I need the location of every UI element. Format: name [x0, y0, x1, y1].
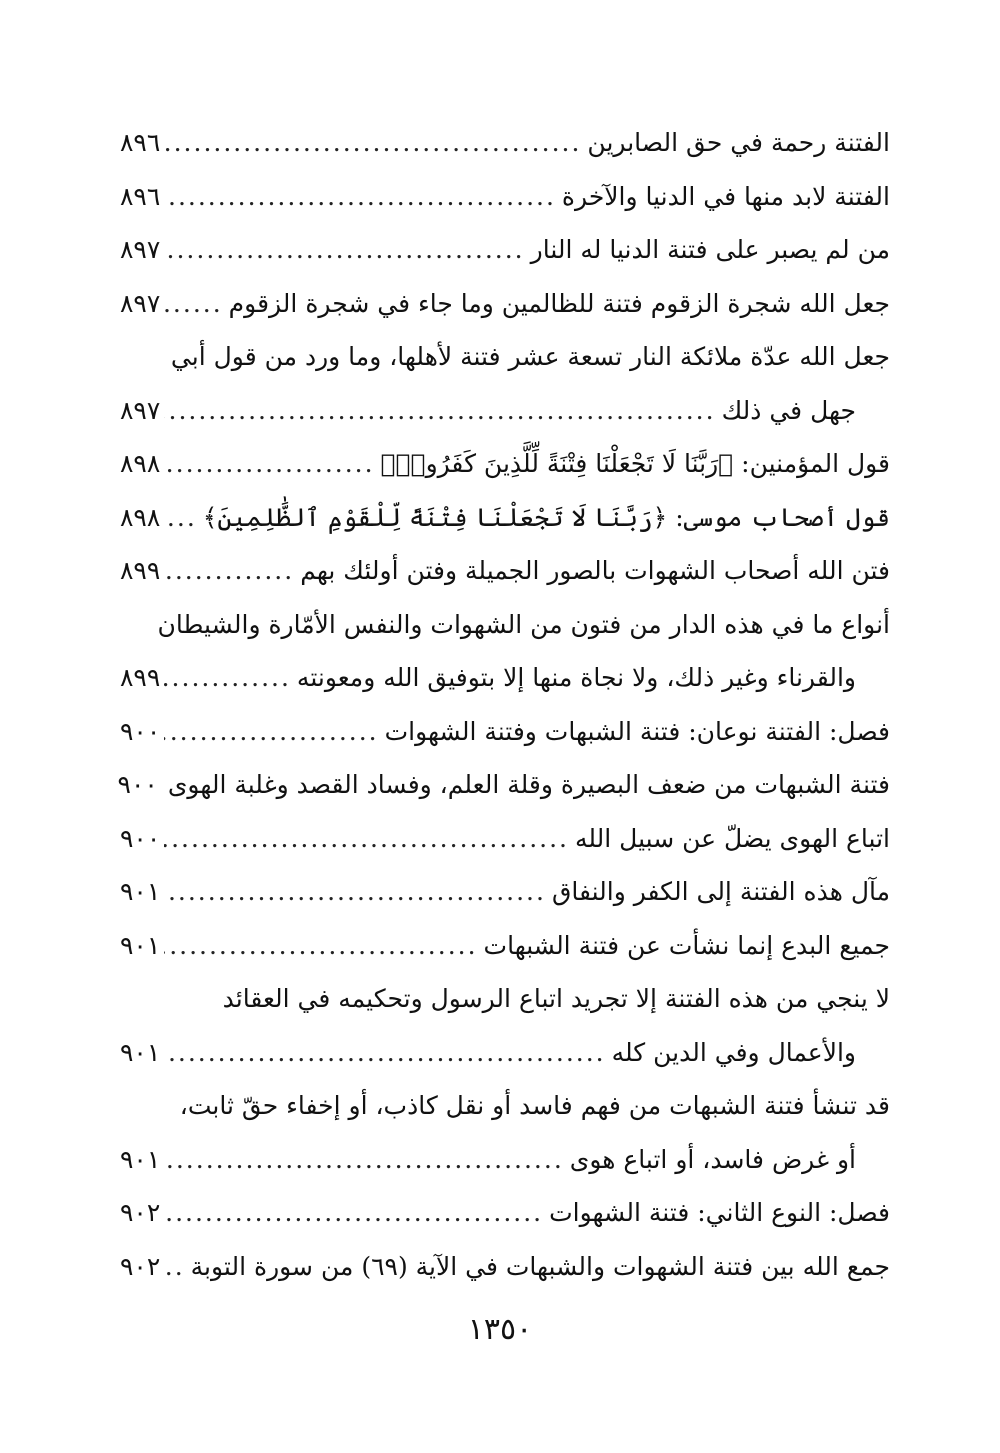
dot-leader	[164, 824, 569, 854]
toc-entry-page: ٨٩٨	[120, 449, 161, 478]
toc-entry-line	[120, 717, 890, 747]
page-number: ١٣٥٠	[467, 1312, 533, 1347]
toc-entry-line	[120, 449, 890, 479]
toc-entry	[120, 128, 890, 158]
dot-leader	[164, 877, 546, 907]
toc-entry-page: ٨٩٧	[120, 288, 161, 318]
toc-entry-title: جمع الله بين فتنة الشهوات والشبهات في الآية (٦٩) من سورة التوبة	[190, 1251, 890, 1281]
toc-entry-page: ٨٩٩	[120, 663, 161, 692]
toc-entry-title: أو غرض فاسد، أو اتباع هوى	[569, 1144, 856, 1174]
toc-entry-page: ٨٩٦	[120, 181, 161, 211]
toc-entry-title: فتن الله أصحاب الشهوات بالصور الجميلة وفتن أولئك بهم	[300, 556, 890, 585]
dot-leader	[164, 663, 291, 693]
toc-entry	[120, 1091, 890, 1175]
dot-leader	[164, 1145, 563, 1175]
toc-entry	[120, 289, 890, 319]
toc-entry	[120, 235, 890, 265]
toc-entry-continuation	[120, 396, 890, 426]
toc-entry	[120, 503, 890, 533]
toc-entry-page: ٨٩٧	[120, 235, 161, 264]
dot-leader	[164, 1038, 605, 1068]
toc-entry-line	[120, 128, 890, 158]
toc-entry-page: ٨٩٩	[120, 556, 161, 585]
toc-entry	[120, 449, 890, 479]
dot-leader	[164, 289, 222, 319]
toc-entry-page: ٩٠٠	[120, 716, 161, 746]
toc-entry-line	[120, 931, 890, 961]
toc-entry	[120, 717, 890, 747]
toc-entry-title: جميع البدع إنما نشأت عن فتنة الشبهات	[483, 930, 890, 960]
table-of-contents	[117, 128, 890, 1305]
toc-entry-title: جعل الله شجرة الزقوم فتنة للظالمين وما جاء في شجرة الزقوم	[228, 288, 890, 318]
toc-entry	[120, 1198, 890, 1228]
toc-entry-continuation	[120, 1145, 890, 1175]
toc-entry-page: ٨٩٨	[120, 502, 161, 532]
toc-entry-title: والقرناء وغير ذلك، ولا نجاة منها إلا بتوفيق الله ومعونته	[296, 663, 856, 692]
dot-leader	[164, 396, 715, 426]
dot-leader	[164, 717, 378, 747]
toc-entry	[120, 556, 890, 586]
toc-entry-title: فتنة الشبهات من ضعف البصيرة وقلة العلم، وفساد القصد وغلبة الهوى	[167, 770, 890, 799]
dot-leader	[164, 1252, 184, 1282]
toc-entry-title: الفتنة رحمة في حق الصابرين	[587, 128, 890, 157]
toc-entry-line	[120, 289, 890, 319]
toc-entry-title: والأعمال وفي الدين كله	[611, 1037, 856, 1067]
toc-entry-line	[120, 182, 890, 212]
toc-entry-page: ٩٠٢	[120, 1251, 161, 1281]
toc-entry-page: ٨٩٦	[120, 128, 161, 157]
toc-entry-title: فصل: النوع الثاني: فتنة الشهوات	[549, 1198, 890, 1227]
toc-entry-line	[120, 503, 890, 533]
toc-entry-page: ٩٠٢	[120, 1198, 161, 1227]
toc-entry-title: لا ينجي من هذه الفتنة إلا تجريد اتباع الرسول وتحكيمه في العقائد	[222, 984, 890, 1013]
toc-entry-page: ٩٠١	[120, 1037, 161, 1067]
dot-leader	[164, 182, 556, 212]
toc-entry	[120, 824, 890, 854]
dot-leader	[164, 128, 581, 158]
toc-entry-title: قد تنشأ فتنة الشبهات من فهم فاسد أو نقل كاذب، أو إخفاء حقّ ثابت،	[179, 1091, 890, 1120]
toc-entry-page: ٩٠٠	[117, 770, 158, 799]
toc-entry-line	[120, 877, 890, 907]
toc-entry	[117, 770, 890, 800]
dot-leader	[164, 556, 294, 586]
toc-entry-line	[120, 556, 890, 586]
toc-entry	[120, 182, 890, 212]
toc-entry-title: قول المؤمنين: ﴿رَبَّنَا لَا تَجْعَلْنَا فِتْنَةً لِّلَّذِينَ كَفَرُوا۟﴾	[380, 449, 890, 478]
toc-entry-continuation	[120, 1038, 890, 1068]
toc-entry-page: ٩٠١	[120, 1144, 161, 1174]
toc-entry-title: من لم يصبر على فتنة الدنيا له النار	[530, 235, 890, 264]
toc-entry-line	[120, 235, 890, 265]
dot-leader	[164, 235, 524, 265]
toc-entry-continuation	[120, 663, 890, 693]
toc-entry-page: ٨٩٧	[120, 395, 161, 425]
toc-entry-line	[120, 1091, 890, 1121]
toc-entry-title: الفتنة لابد منها في الدنيا والآخرة	[561, 181, 890, 211]
toc-entry	[120, 877, 890, 907]
toc-entry-line	[120, 342, 890, 372]
toc-entry-title: مآل هذه الفتنة إلى الكفر والنفاق	[551, 877, 890, 906]
toc-entry	[120, 1252, 890, 1282]
toc-entry	[120, 342, 890, 426]
dot-leader	[164, 931, 477, 961]
toc-entry-line	[120, 984, 890, 1014]
toc-entry-title: جعل الله عدّة ملائكة النار تسعة عشر فتنة لأهلها، وما ورد من قول أبي	[170, 342, 890, 371]
toc-entry-page: ٩٠١	[120, 930, 161, 960]
toc-entry-line	[120, 1252, 890, 1282]
toc-entry-title: اتباع الهوى يضلّ عن سبيل الله	[574, 823, 890, 853]
toc-entry-line	[120, 610, 890, 640]
toc-entry-line	[120, 824, 890, 854]
toc-entry	[120, 931, 890, 961]
toc-entry-title: جهل في ذلك	[721, 395, 856, 425]
toc-entry-line	[120, 1198, 890, 1228]
toc-entry-page: ٩٠١	[120, 877, 161, 906]
dot-leader	[164, 1198, 543, 1228]
toc-entry-title: فصل: الفتنة نوعان: فتنة الشبهات وفتنة الشهوات	[384, 716, 890, 746]
toc-entry-line	[117, 770, 890, 800]
toc-entry-page: ٩٠٠	[120, 823, 161, 853]
toc-entry	[120, 984, 890, 1068]
toc-entry	[120, 610, 890, 694]
dot-leader	[164, 449, 374, 479]
dot-leader	[164, 503, 196, 533]
toc-entry-title: أنواع ما في هذه الدار من فتون من الشهوات والنفس الأمّارة والشيطان	[157, 609, 890, 639]
toc-entry-title: قول أصحاب موسى: ﴿رَبَّنَا لَا تَجْعَلْنَا فِتْنَةً لِّلْقَوْمِ ٱلظَّٰلِمِينَ﴾	[202, 502, 890, 532]
